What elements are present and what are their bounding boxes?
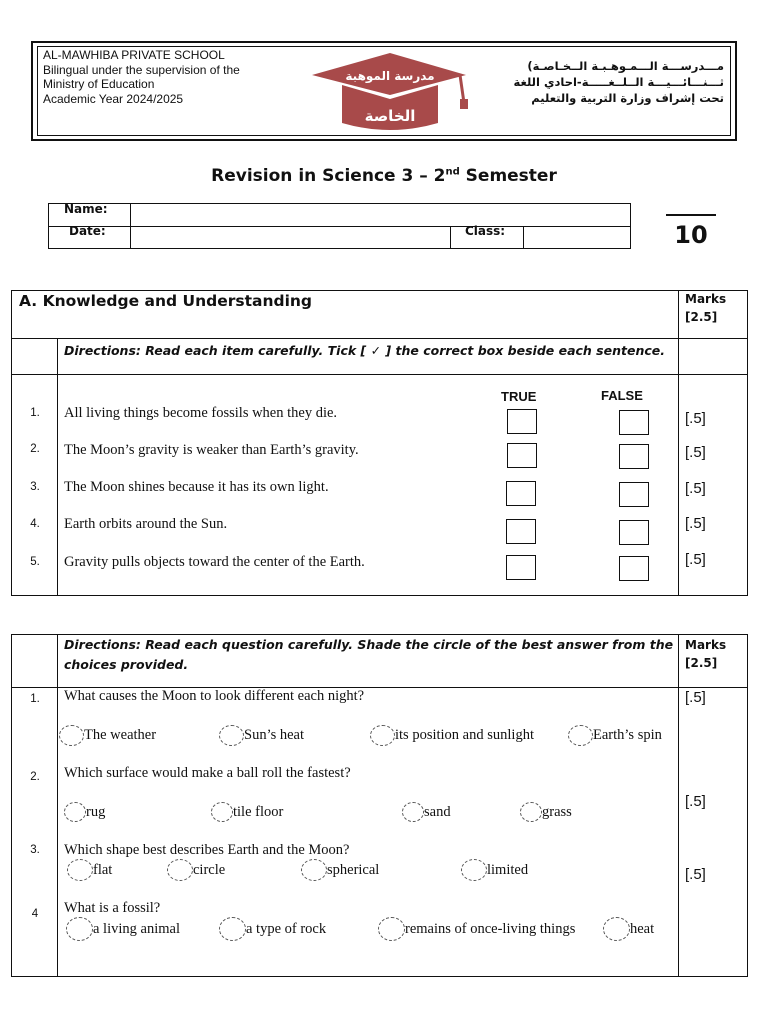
item-marks: [.5]	[685, 551, 706, 568]
name-label: Name:	[64, 202, 108, 216]
question-number: 1.	[30, 693, 40, 705]
answer-circle[interactable]	[301, 859, 327, 881]
option-label: Sun’s heat	[244, 727, 305, 743]
false-checkbox[interactable]	[619, 520, 649, 545]
item-marks: [.5]	[685, 515, 706, 532]
false-checkbox[interactable]	[619, 482, 649, 507]
answer-circle[interactable]	[378, 917, 405, 941]
false-column-header: FALSE	[601, 388, 643, 403]
item-text: Gravity pulls objects toward the center of the Earth.	[64, 554, 365, 570]
answer-option[interactable]	[219, 917, 326, 941]
question-text: Which surface would make a ball roll the fastest?	[64, 765, 351, 781]
section-a-marks	[685, 290, 726, 326]
false-checkbox[interactable]	[619, 410, 649, 435]
answer-option[interactable]	[211, 802, 283, 822]
student-info-row-divider	[48, 226, 631, 227]
answer-option[interactable]	[64, 802, 105, 822]
answer-circle[interactable]	[211, 802, 233, 822]
school-logo	[308, 51, 472, 135]
option-label: remains of once-living things	[405, 920, 576, 937]
school-info-english	[43, 48, 240, 106]
item-number: 4.	[30, 518, 40, 530]
option-label: a living animal	[93, 920, 180, 937]
section-a-marks-divider	[678, 290, 679, 596]
answer-option[interactable]	[219, 725, 304, 746]
question-marks: [.5]	[685, 689, 706, 706]
student-info-label-divider	[130, 203, 131, 249]
item-marks: [.5]	[685, 480, 706, 497]
option-label: spherical	[327, 861, 380, 878]
answer-option[interactable]	[67, 859, 112, 881]
school-supervision-arabic: تحت إشراف وزارة التربية والتعليم	[531, 91, 724, 105]
answer-circle[interactable]	[67, 859, 93, 881]
option-label: rug	[86, 803, 106, 820]
answer-option[interactable]	[520, 802, 572, 822]
option-label: heat	[630, 920, 655, 937]
answer-option[interactable]	[402, 802, 451, 822]
marks-label: Marks	[685, 292, 727, 306]
school-supervision-line: Bilingual under the supervision of the	[43, 62, 240, 77]
answer-option[interactable]	[568, 725, 662, 746]
option-label: grass	[542, 803, 572, 820]
marks-label: Marks	[685, 638, 727, 652]
answer-circle[interactable]	[59, 725, 84, 746]
item-text: The Moon’s gravity is weaker than Earth’s gravity.	[64, 442, 359, 458]
answer-circle[interactable]	[219, 917, 246, 941]
total-score: 10	[674, 221, 708, 249]
academic-year: Academic Year 2024/2025	[43, 91, 184, 106]
school-ministry-line: Ministry of Education	[43, 77, 155, 91]
answer-option[interactable]	[370, 725, 534, 746]
question-text: Which shape best describes Earth and the Moon?	[64, 842, 350, 858]
question-number: 2.	[30, 771, 40, 783]
answer-circle[interactable]	[402, 802, 424, 822]
logo-text-bottom: الخاصة	[364, 107, 416, 125]
answer-circle[interactable]	[603, 917, 630, 941]
true-checkbox[interactable]	[506, 555, 536, 580]
item-marks: [.5]	[685, 410, 706, 427]
question-number: 3.	[30, 844, 40, 856]
item-number: 3.	[30, 481, 40, 493]
option-label: The weather	[84, 727, 157, 743]
answer-option[interactable]	[378, 917, 575, 941]
answer-circle[interactable]	[520, 802, 542, 822]
option-label: circle	[193, 861, 226, 878]
option-label: Earth’s spin	[593, 727, 662, 743]
answer-circle[interactable]	[568, 725, 593, 746]
name-field[interactable]	[132, 205, 629, 225]
option-label: a type of rock	[246, 920, 327, 937]
question-text: What causes the Moon to look different each night?	[64, 688, 365, 704]
question-text: What is a fossil?	[64, 900, 161, 916]
title-main: Revision in Science 3 – 2	[211, 166, 446, 186]
true-checkbox[interactable]	[506, 481, 536, 506]
answer-circle[interactable]	[461, 859, 487, 881]
school-header	[31, 41, 737, 141]
question-marks: [.5]	[685, 866, 706, 883]
section-b-marks-divider	[678, 634, 679, 977]
question-marks: [.5]	[685, 793, 706, 810]
section-a-directions: Directions: Read each item carefully. Tick [ ✓ ] the correct box beside each sentence.	[64, 343, 665, 358]
section-b-marks	[685, 636, 726, 672]
item-number: 5.	[30, 556, 40, 568]
school-name: AL-MAWHIBA PRIVATE SCHOOL	[43, 48, 225, 62]
section-b-directions	[64, 635, 673, 675]
school-type-arabic: ثـــنـــائـــيـــة الــلــغـــــة-احادي اللغة	[513, 75, 724, 89]
option-label: sand	[424, 803, 451, 820]
option-label: tile floor	[233, 803, 284, 820]
section-b-directions-line1: Directions: Read each question carefully. Shade the circle of the best answer from the	[64, 637, 674, 652]
true-checkbox[interactable]	[507, 443, 537, 468]
logo-text-top: مدرسة الموهبة	[345, 69, 435, 83]
school-name-arabic: مـــدرســـة الـــمـوهـبـة الــخـاصـة)	[527, 59, 724, 73]
option-label: flat	[93, 861, 113, 878]
answer-circle[interactable]	[64, 802, 86, 822]
true-checkbox[interactable]	[507, 409, 537, 434]
marks-value: [2.5]	[685, 310, 718, 324]
section-b-number-divider	[57, 634, 58, 977]
true-checkbox[interactable]	[506, 519, 536, 544]
item-number: 1.	[30, 407, 40, 419]
title-superscript: nd	[445, 166, 460, 178]
date-label: Date:	[69, 224, 106, 238]
section-a-header-divider	[11, 338, 748, 339]
date-field[interactable]	[132, 228, 448, 248]
section-a-directions-divider	[11, 374, 748, 375]
item-text: All living things become fossils when they die.	[64, 405, 338, 421]
answer-circle[interactable]	[167, 859, 193, 881]
marks-value: [2.5]	[685, 656, 718, 670]
item-marks: [.5]	[685, 444, 706, 461]
school-header-inner	[37, 46, 731, 136]
item-text: Earth orbits around the Sun.	[64, 516, 228, 532]
date-class-divider	[450, 226, 451, 249]
class-field[interactable]	[525, 228, 629, 248]
class-label: Class:	[465, 224, 506, 238]
answer-option[interactable]	[301, 859, 379, 881]
class-value-divider	[523, 226, 524, 249]
section-b-directions-line2: choices provided.	[64, 657, 189, 672]
option-label: limited	[487, 861, 529, 878]
score-line	[666, 214, 716, 216]
answer-option[interactable]	[66, 917, 180, 941]
item-number: 2.	[30, 443, 40, 455]
answer-circle[interactable]	[219, 725, 244, 746]
answer-option[interactable]	[167, 859, 225, 881]
answer-option[interactable]	[461, 859, 528, 881]
true-column-header: TRUE	[501, 389, 537, 404]
item-text: The Moon shines because it has its own light.	[64, 479, 329, 495]
section-a-title: A. Knowledge and Understanding	[19, 292, 313, 310]
page-title	[0, 166, 768, 186]
false-checkbox[interactable]	[619, 444, 649, 469]
title-tail: Semester	[459, 166, 557, 186]
answer-option[interactable]	[59, 725, 156, 746]
option-label: its position and sunlight	[395, 727, 534, 743]
false-checkbox[interactable]	[619, 556, 649, 581]
school-info-arabic	[514, 58, 724, 106]
answer-option[interactable]	[603, 917, 654, 941]
answer-circle[interactable]	[370, 725, 395, 746]
answer-circle[interactable]	[66, 917, 93, 941]
question-number: 4	[31, 908, 39, 920]
